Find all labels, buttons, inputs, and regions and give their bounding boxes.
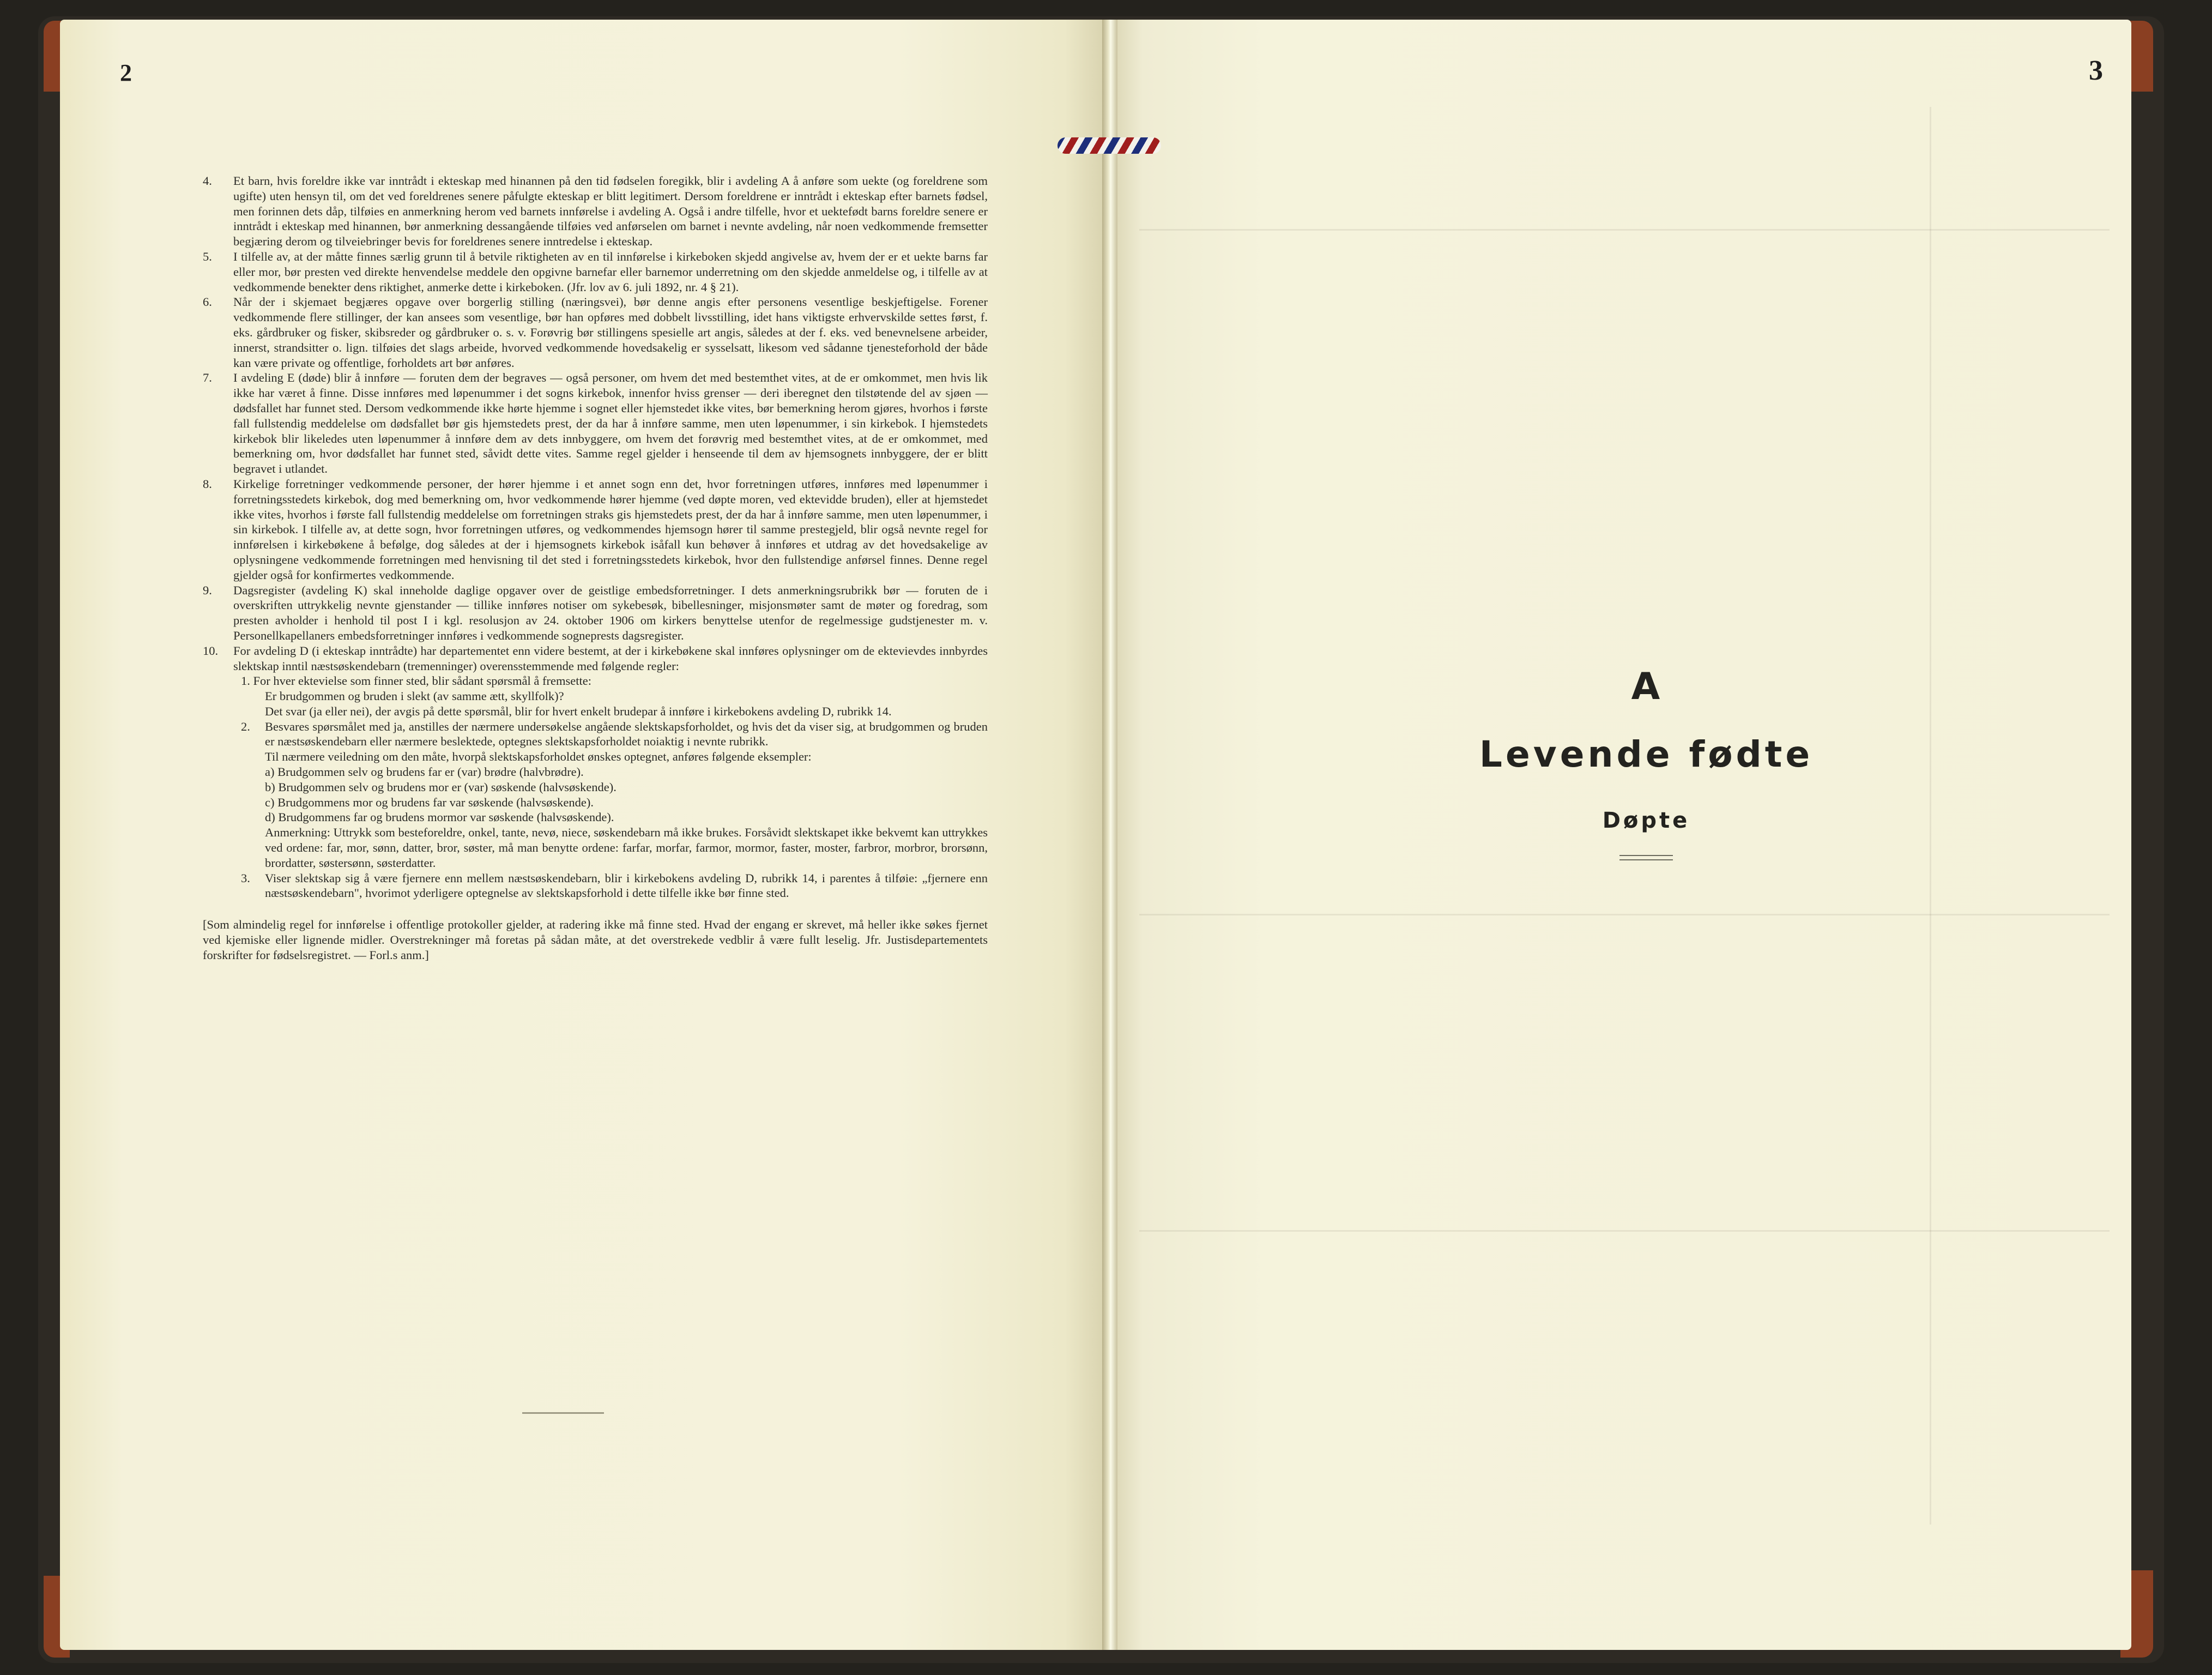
- paragraph-text: I avdeling E (døde) blir å innføre — foruten dem der begraves — også personer, om hvem det med bestemthet vites, at de er omkommet, men hvis lik ikke har været å finne. Disse innføres med løpenummer i det sogns kirkebok, innenfor hviss grenser — deri iberegnet den tilstøtende del av sjøen — dødsfallet har funnet sted. Dersom vedkommende ikke hørte hjemme i sognet eller hjemstedet ikke vites, bør bemerkning herom gjøres, hvorhos i første fall fullstendig meddelelse om dødsfallet bør gis hjemstedets prest, der da har å innføre samme, men uten løpenummer, i sin kirkebok. I hjemstedets kirkebok blir likeledes uten løpenummer å innføre dem av dets innbyggere, om hvem det forøvrig med bestemthet vites, at de er omkommet, med bemerkning om, hvor dødsfallet har funnet sted, såvidt dette vites. Samme regel gjelder i henseende til dem av hjemsognets innbyggere, der er blitt begravet i utlandet.: [233, 371, 988, 476]
- example-line: d) Brudgommens far og brudens mormor var søskende (halvsøskende).: [265, 810, 614, 824]
- paragraph-number: 4.: [203, 174, 212, 188]
- paragraph-number: 10.: [203, 643, 219, 658]
- double-rule: [1619, 855, 1673, 860]
- end-rule: [522, 1412, 604, 1414]
- paragraph-text: Kirkelige forretninger vedkommende personer, der hører hjemme i et annet sogn enn det, hvor forretningen utføres, innføres med løpenummer i forretningsstedets kirkebok, dog med bemerkning om, hvor vedkommende hører hjemme (ved døpte moren, ved ektevidde bruden), eller at hjemstedet ikke vites, hvorhos i første fall fullstendig meddelelse om forretningen straks gis hjemstedets prest, der da har å innføre samme, men uten løpenummer, i sin kirkebok. I tilfelle av, at dette sogn, hvor forretningen utføres, og vedkommendes hjemsogn hører til samme prestegjeld, blir også nevnte regel for innførelsen i kirkebøkene å befølge, dog således at der i hjemsognets kirkebok isåfall kun behøver å innføres et utdrag av det hovedsakelige av oplysningene vedkommende forretningen med henvisning til det sted i forretningsstedets kirkebok, hvor den fullstendige anførsel finnes. Denne regel gjelder også for konfirmertes vedkommende.: [233, 477, 988, 582]
- rule-1-line: 1. For hver ektevielse som finner sted, blir sådant spørsmål å fremsette:: [241, 674, 591, 688]
- rule-text: Besvares spørsmålet med ja, anstilles der nærmere undersøkelse angående slektskapsforholdet, og hvis det da viser sig, at brudgommen og bruden er næstsøskendebarn eller nærmere beslektede, optegnes slektskapsforholdet noiaktig i nevnte rubrikk.: [265, 719, 988, 749]
- instructions-text-block: [203, 173, 988, 963]
- example-line: a) Brudgommen selv og brudens far er (var) brødre (halvbrødre).: [265, 765, 584, 779]
- paragraph-5: [203, 249, 988, 294]
- example-line: b) Brudgommen selv og brudens mor er (var) søskende (halvsøskende).: [265, 780, 617, 794]
- binding-thread: [1057, 137, 1161, 154]
- section-letter: A: [1631, 665, 1661, 708]
- section-title-block: [1395, 665, 1897, 860]
- rule-1-line: Er brudgommen og bruden i slekt (av samme ætt, skyllfolk)?: [265, 689, 564, 703]
- paragraph-text: Når der i skjemaet begjæres opgave over borgerlig stilling (næringsvei), bør denne angis efter personens vesentlige beskjeftigelse. Forener vedkommende flere stillinger, der kan ansees som vesentlige, bør han opføres med dobbelt livsstilling, idet hans viktigste erhvervskilde settes først, f. eks. gårdbruker og fisker, skibsreder og gårdbruker o. s. v. Forøvrig bør stillingens spesielle art angis, således at der f. eks. ved benevnelsene arbeider, innerst, strandsitter o. lign. tilføies det slags arbeide, hvorved vedkommende hovedsakelig er sysselsatt, likesom ved sådanne tjenesteforhold der både kan være private og offentlige, forholdets art bør anføres.: [233, 295, 988, 370]
- paragraph-4: [203, 173, 988, 249]
- example-line: c) Brudgommens mor og brudens far var søskende (halvsøskende).: [265, 795, 594, 809]
- bleed-through-rule: [1139, 229, 2110, 231]
- right-page-number: 3: [2089, 55, 2103, 86]
- guidance-text: Til nærmere veiledning om den måte, hvorpå slektskapsforholdet ønskes optegnet, anføres følgende eksempler:: [265, 750, 812, 764]
- rule-3: [241, 871, 988, 901]
- rule-1-line: Det svar (ja eller nei), der avgis på dette spørsmål, blir for hvert enkelt brudepar å innføre i kirkebokens avdeling D, rubrikk 14.: [265, 704, 892, 718]
- paragraph-number: 7.: [203, 371, 212, 385]
- section-subtitle: Døpte: [1602, 808, 1690, 833]
- paragraph-number: 5.: [203, 249, 212, 263]
- paragraph-text: For avdeling D (i ekteskap inntrådte) har departementet enn videre bestemt, at der i kirkebøkene skal innføres oplysninger om de ektevievdes innbyrdes slektskap inntil næstsøskendebarn (tremenninger) overensstemmende med følgende regler:: [233, 643, 988, 673]
- paragraph-number: 9.: [203, 583, 212, 597]
- paragraph-text: Et barn, hvis foreldre ikke var inntrådt i ekteskap med hinannen på den tid fødselen foregikk, blir i avdeling A å anføre som uekte (og foreldrene som ugifte) uten hensyn til, om det ved foreldrenes senere påfulgte ekteskap er blitt legitimert. Dersom foreldrene er inntrådt i ekteskap efter barnets fødsel, men forinnen dets dåp, tilføies en anmerkning herom ved barnets innførelse i avdeling A. Også i andre tilfelle, hvor et uektefødt barns foreldre senere er inntrådt i ekteskap med hinannen, bør anmerkning dessangående tilføies ved anførselen om barnet i nevnte avdeling, når noen vedkommende fremsetter begjæring derom og tilveiebringer bevis for foreldrenes senere inntredelse i ekteskap.: [233, 174, 988, 249]
- paragraph-text: I tilfelle av, at der måtte finnes særlig grunn til å betvile riktigheten av en til innførelse i kirkeboken skjedd angivelse av, hvem der er et uekte barns far eller mor, bør presten ved direkte henvendelse meddele den opgivne barnefar eller barnemor underretning om den skjedde anmeldelse og, i tilfelle av at vedkommende benekter dens riktighet, anmerke dette i kirkeboken. (Jfr. lov av 6. juli 1892, nr. 4 § 21).: [233, 249, 988, 294]
- left-page-number: 2: [120, 59, 132, 86]
- bleed-through-rule: [1139, 1230, 2110, 1232]
- section-title: Levende fødte: [1479, 733, 1814, 775]
- paragraph-8: [203, 477, 988, 583]
- paragraph-number: 8.: [203, 477, 212, 491]
- paragraph-9: [203, 583, 988, 643]
- anmerkning-text: Anmerkning: Uttrykk som besteforeldre, onkel, tante, nevø, niece, søskendebarn må ikke brukes. Forsåvidt slektskapet ikke bekvemt kan uttrykkes ved ordene: far, mor, sønn, datter, bror, søster, må man benytte ordene: farfar, morfar, farmor, mormor, faster, moster, farbror, morbror, brorsønn, brordatter, søstersønn, søsterdatter.: [265, 826, 988, 870]
- paragraph-7: [203, 370, 988, 477]
- paragraph-number: 6.: [203, 295, 212, 309]
- rule-number: 3.: [241, 871, 250, 885]
- paragraph-10: [203, 643, 988, 674]
- book-gutter: [1102, 20, 1117, 1650]
- rule-number: 2.: [241, 719, 250, 733]
- bleed-through-column: [1930, 107, 1931, 1525]
- publisher-note: [Som almindelig regel for innførelse i offentlige protokoller gjelder, at radering ikke må finne sted. Hvad der engang er skrevet, må heller ikke søkes fjernet ved kjemiske eller lignende midler. Overstrekninger må foretas på sådan måte, at det overstrekede vedblir å være fullt leselig. Jfr. Justisdepartementets forskrifter for fødselsregistret. — Forl.s anm.]: [203, 918, 988, 962]
- paragraph-text: Dagsregister (avdeling K) skal inneholde daglige opgaver over de geistlige embedsforretninger. I dets anmerkningsrubrikk bør — foruten de i overskriften uttrykkelig nevnte gjenstander — tillike innføres notiser om sykebesøk, bibellesninger, misjonsmøter samt de møter og foredrag, som presten avholder i henhold til post I i kgl. resolusjon av 24. oktober 1906 om kirkers benyttelse utenfor de regelmessige gudstjenester m. v. Personellkapellaners embedsforretninger innføres i vedkommende sogneprests dagsregister.: [233, 583, 988, 642]
- bleed-through-rule: [1139, 914, 2110, 915]
- paragraph-6: [203, 294, 988, 370]
- rule-text: Viser slektskap sig å være fjernere enn mellem næstsøskendebarn, blir i kirkebokens avdeling D, rubrikk 14, i parentes å tilføie: „fjernere enn næstsøskendebarn", hvorimot yderligere optegnelse av slektskapsforhold i dette tilfelle ikke bør finne sted.: [265, 871, 988, 900]
- rule-2: [241, 719, 988, 750]
